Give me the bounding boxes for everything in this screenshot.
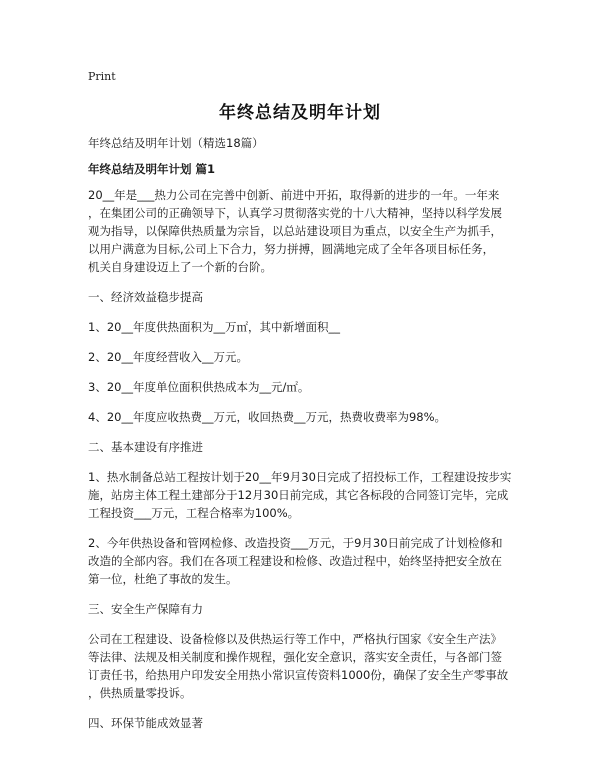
heading-construction: 二、基本建设有序推进 xyxy=(88,440,203,454)
heading-safety: 三、安全生产保障有力 xyxy=(88,602,203,616)
text-line: 等法律、法规及相关制度和操作规程，强化安全意识，落实安全责任，与各部门签 xyxy=(88,650,502,664)
text-line: 20__年是___热力公司在完善中创新、前进中开拓，取得新的进步的一年。一年来 xyxy=(88,188,500,202)
page-title: 年终总结及明年计划 xyxy=(219,103,381,123)
list-item: 2、20__年度经营收入__万元。 xyxy=(88,350,248,364)
heading-environment: 四、环保节能成效显著 xyxy=(88,716,203,730)
text-line: 公司在工程建设、设备检修以及供热运行等工作中，严格执行国家《安全生产法》 xyxy=(88,632,502,646)
construction-paragraph-1 xyxy=(88,468,518,522)
construction-paragraph-2 xyxy=(88,534,518,588)
text-line: 第一位，杜绝了事故的发生。 xyxy=(88,572,238,586)
text-line: ，在集团公司的正确领导下，认真学习贯彻落实党的十八大精神，坚持以科学发展 xyxy=(88,206,502,220)
intro-paragraph xyxy=(88,186,518,276)
text-line: ，供热质量零投诉。 xyxy=(88,686,192,700)
text-line: 改造的全部内容。我们在各项工程建设和检修、改造过程中，始终坚持把安全放在 xyxy=(88,554,502,568)
list-item: 3、20__年度单位面积供热成本为__元/㎡。 xyxy=(88,380,310,394)
document-body xyxy=(88,134,518,744)
list-item: 4、20__年度应收热费__万元，收回热费__万元，热费收费率为98%。 xyxy=(88,410,447,424)
text-line: 施，站房主体工程土建部分于12月30日前完成，其它各标段的合同签订完毕，完成 xyxy=(88,488,509,502)
text-line: 以用户满意为目标,公司上下合力，努力拼搏，圆满地完成了全年各项目标任务， xyxy=(88,242,495,256)
heading-economic: 一、经济效益稳步提高 xyxy=(88,290,203,304)
text-line: 观为指导，以保障供热质量为宗旨，以总站建设项目为重点，以安全生产为抓手， xyxy=(88,224,502,238)
text-line: 机关自身建设迈上了一个新的台阶。 xyxy=(88,260,272,274)
safety-paragraph xyxy=(88,630,518,702)
text-line: 工程投资___万元，工程合格率为100%。 xyxy=(88,506,300,520)
list-item: 1、20__年度供热面积为__万㎡，其中新增面积__ xyxy=(88,320,340,334)
text-line: 订责任书，给热用户印发安全用热小常识宣传资料1000份，确保了安全生产零事故 xyxy=(88,668,509,682)
document-subtitle: 年终总结及明年计划（精选18篇） xyxy=(88,136,264,150)
text-line: 1、热水制备总站工程按计划于20__年9月30日完成了招投标工作，工程建设按步实 xyxy=(88,470,512,484)
section-title: 年终总结及明年计划 篇1 xyxy=(88,162,216,176)
print-label: Print xyxy=(88,70,116,83)
text-line: 2、今年供热设备和管网检修、改造投资___万元，于9月30日前完成了计划检修和 xyxy=(88,536,503,550)
